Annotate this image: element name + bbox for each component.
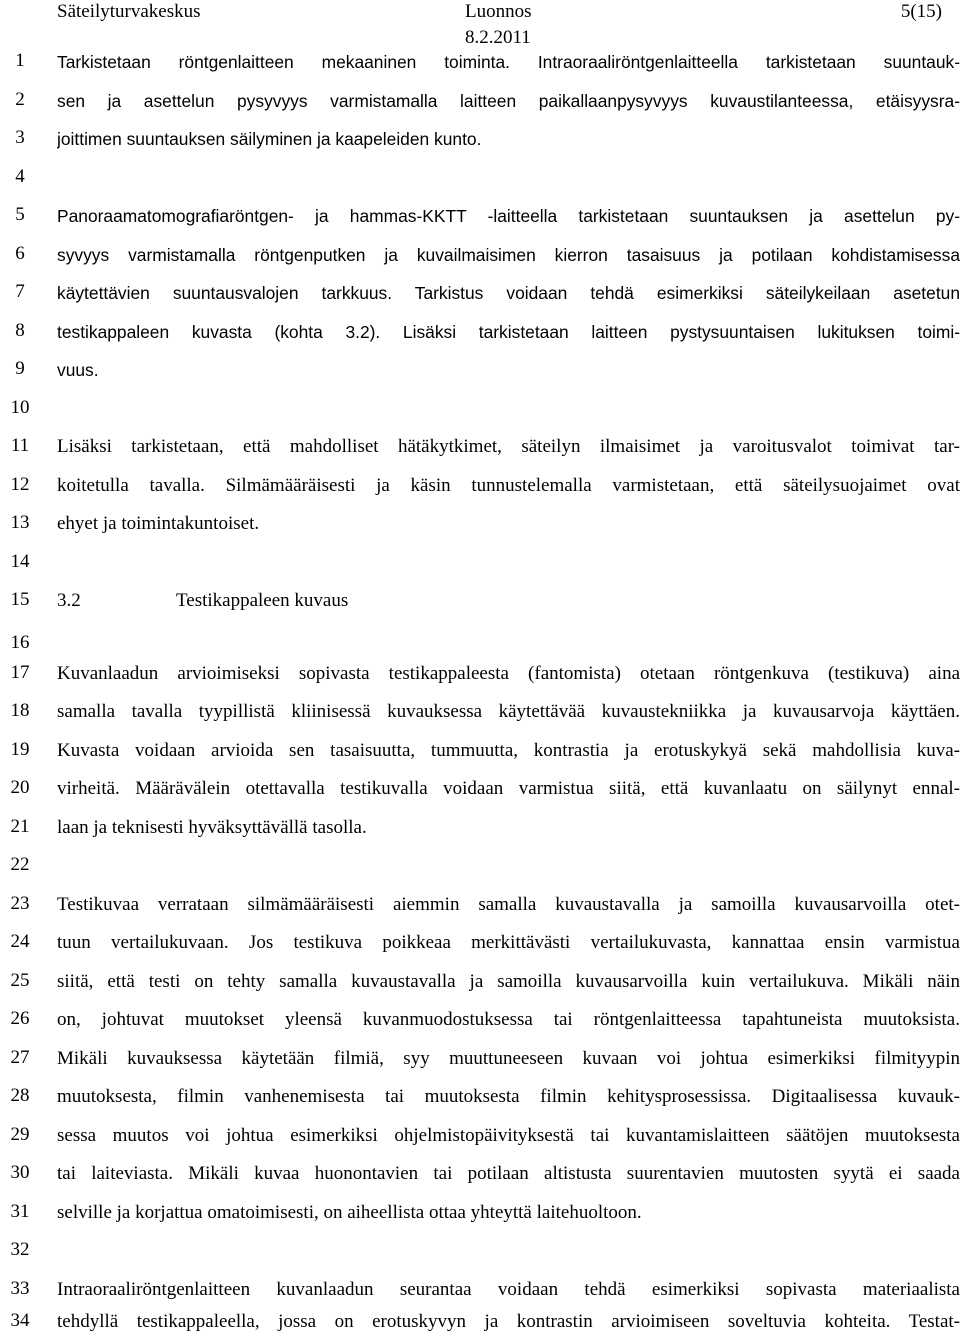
text-line: virheitä. Määrävälein otettavalla testikuvalla voidaan varmistua siitä, että kuvanlaatu on säilynyt ennal- <box>57 778 960 799</box>
line-number: 23 <box>10 893 30 914</box>
line-number: 25 <box>10 970 30 991</box>
section-number: 3.2 <box>57 590 81 611</box>
text-line: Mikäli kuvauksessa käytetään filmiä, syy muuttuneeseen kuvaan voi johtua esimerkiksi filmityypin <box>57 1048 960 1069</box>
text-line: Panoraamatomografiaröntgen- ja hammas-KKTT -laitteella tarkistetaan suuntauksen ja asettelun py- <box>57 206 960 226</box>
text-line: joittimen suuntauksen säilyminen ja kaapeleiden kunto. <box>57 129 482 149</box>
line-number: 1 <box>15 50 25 71</box>
line-number: 31 <box>10 1201 30 1222</box>
text-line: on, johtuvat muutokset yleensä kuvanmuodostuksessa tai röntgenlaitteessa tapahtuneista muutoksista. <box>57 1009 960 1030</box>
text-line: Kuvasta voidaan arvioida sen tasaisuutta, tummuutta, kontrastia ja erotuskykyä sekä mahdollisia kuva- <box>57 740 960 761</box>
text-line: Testikuvaa verrataan silmämääräisesti aiemmin samalla kuvaustavalla ja samoilla kuvausarvoilla otet- <box>57 894 960 915</box>
line-number: 28 <box>10 1085 30 1106</box>
text-line: syvyys varmistamalla röntgenputken ja kuvailmaisimen kierron tasaisuus ja potilaan kohdistamisessa <box>57 245 960 265</box>
header-date: 8.2.2011 <box>465 27 531 48</box>
line-number: 13 <box>10 512 30 533</box>
line-number: 21 <box>10 816 30 837</box>
text-line: Tarkistetaan röntgenlaitteen mekaaninen toiminta. Intraoraaliröntgenlaitteella tarkistetaan suuntauk- <box>57 52 960 72</box>
line-number: 34 <box>10 1310 30 1331</box>
header-organization: Säteilyturvakeskus <box>57 1 201 22</box>
line-number: 33 <box>10 1278 30 1299</box>
line-number: 18 <box>10 700 30 721</box>
line-number: 19 <box>10 739 30 760</box>
line-number: 5 <box>15 204 25 225</box>
line-number: 24 <box>10 931 30 952</box>
line-number: 3 <box>15 127 25 148</box>
line-number: 22 <box>10 854 30 875</box>
text-line: sen ja asettelun pysyvyys varmistamalla laitteen paikallaanpysyvyys kuvaustilanteessa, etäisyysra- <box>57 91 960 111</box>
text-line: sessa muutos voi johtua esimerkiksi ohjelmistopäivityksestä tai kuvantamislaitteen säätöjen muutoksesta <box>57 1125 960 1146</box>
text-line: selville ja korjattua omatoimisesti, on aiheellista ottaa yhteyttä laitehuoltoon. <box>57 1202 642 1223</box>
text-line: samalla tavalla tyypillistä kliinisessä kuvauksessa käytettävää kuvaustekniikka ja kuvausarvoja käyttäen. <box>57 701 960 722</box>
line-number: 4 <box>15 166 25 187</box>
text-line: koitetulla tavalla. Silmämääräisesti ja käsin tunnustelemalla varmistetaan, että säteilysuojaimet ovat <box>57 475 960 496</box>
line-number: 14 <box>10 551 30 572</box>
line-number: 8 <box>15 320 25 341</box>
line-number: 20 <box>10 777 30 798</box>
text-line: käytettävien suuntausvalojen tarkkuus. Tarkistus voidaan tehdä esimerkiksi säteilykeilaan asetetun <box>57 283 960 303</box>
header-status: Luonnos <box>465 1 532 22</box>
text-line: vuus. <box>57 360 99 380</box>
line-number: 2 <box>15 89 25 110</box>
text-line: Lisäksi tarkistetaan, että mahdolliset hätäkytkimet, säteilyn ilmaisimet ja varoitusvalot toimivat tar- <box>57 436 960 457</box>
section-title: Testikappaleen kuvaus <box>176 590 349 611</box>
line-number: 12 <box>10 474 30 495</box>
text-line: muutoksesta, filmin vanhenemisesta tai muutoksesta filmin kehitysprosessissa. Digitaalisessa kuvauk- <box>57 1086 960 1107</box>
header-page-number: 5(15) <box>900 1 942 22</box>
text-line: tuun vertailukuvaan. Jos testikuva poikkeaa merkittävästi vertailukuvasta, kannattaa ensin varmistua <box>57 932 960 953</box>
text-line: tai laiteviasta. Mikäli kuvaa huonontavien tai potilaan altistusta suurentavien muutosten syytä ei saada <box>57 1163 960 1184</box>
text-line: ehyet ja toimintakuntoiset. <box>57 513 260 534</box>
line-number: 17 <box>10 662 30 683</box>
page-header <box>0 0 960 50</box>
text-line: laan ja teknisesti hyväksyttävällä tasolla. <box>57 817 367 838</box>
text-line: Intraoraaliröntgenlaitteen kuvanlaadun seurantaa voidaan tehdä esimerkiksi sopivasta materiaalista <box>57 1279 960 1300</box>
text-line: tehdyllä testikappaleella, jossa on erotuskyvyn ja kontrastin arvioimiseen soveltuvia kohteita. Testat- <box>57 1311 960 1332</box>
line-number: 16 <box>10 632 30 653</box>
line-number: 15 <box>10 589 30 610</box>
text-line: Kuvanlaadun arvioimiseksi sopivasta testikappaleesta (fantomista) otetaan röntgenkuva (testikuva) aina <box>57 663 960 684</box>
text-line: siitä, että testi on tehty samalla kuvaustavalla ja samoilla kuvausarvoilla kuin vertailukuva. Mikäli näin <box>57 971 960 992</box>
line-number: 27 <box>10 1047 30 1068</box>
line-number: 30 <box>10 1162 30 1183</box>
line-number: 26 <box>10 1008 30 1029</box>
line-number: 32 <box>10 1239 30 1260</box>
line-number: 7 <box>15 281 25 302</box>
line-number: 29 <box>10 1124 30 1145</box>
line-number: 6 <box>15 243 25 264</box>
text-line: testikappaleen kuvasta (kohta 3.2). Lisäksi tarkistetaan laitteen pystysuuntaisen lukituksen toimi- <box>57 322 960 342</box>
line-number: 9 <box>15 358 25 379</box>
line-number: 10 <box>10 397 30 418</box>
line-number: 11 <box>10 435 30 456</box>
